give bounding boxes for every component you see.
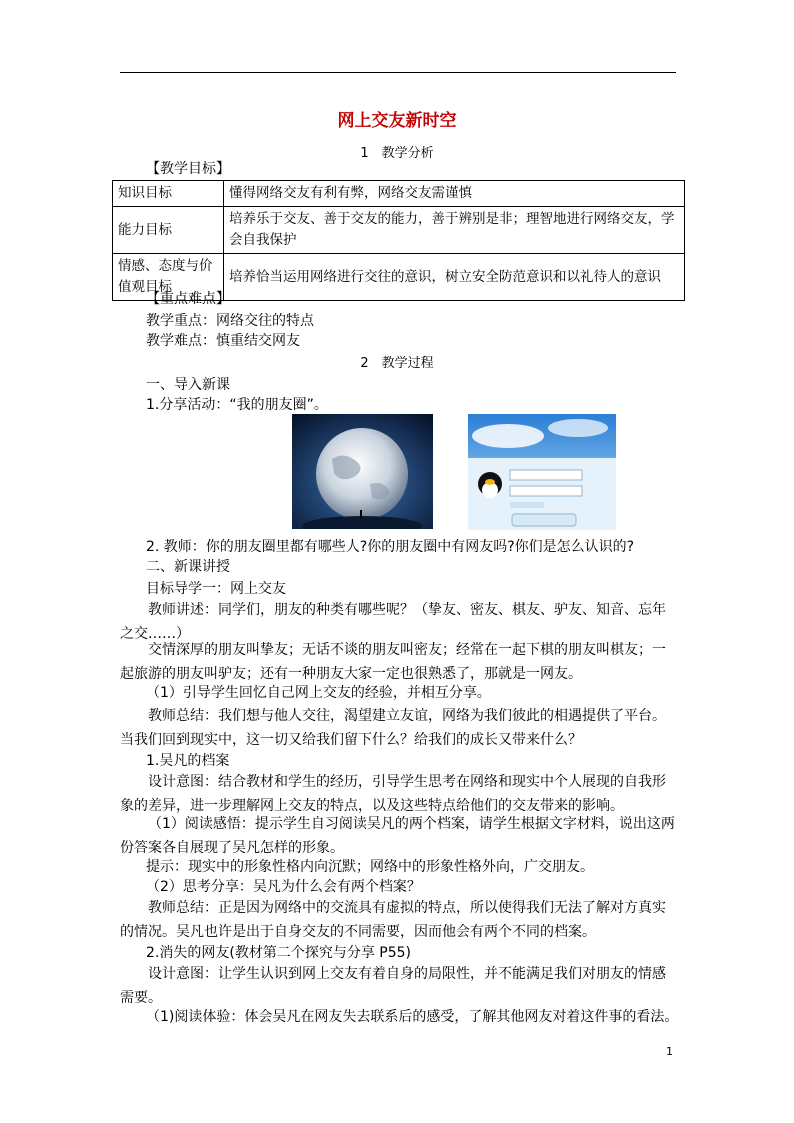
section-heading-analysis: 1 教学分析 bbox=[360, 146, 434, 161]
key-heading: 【重点难点】 bbox=[146, 291, 230, 307]
part-heading-intro: 一、导入新课 bbox=[146, 377, 230, 393]
paragraph-think: （2）思考分享：吴凡为什么会有两个档案？ bbox=[146, 879, 421, 895]
paragraph-summary-one: 教师总结：我们想与他人交往，渴望建立友谊，网络为我们彼此的相遇提供了平台。当我们回到现实中，这一切又给我们留下什么？给我们的成长又带来什么？ bbox=[120, 708, 666, 748]
paragraph-reading-two: （1)阅读体验：体会吴凡在网友失去联系后的感受，了解其他网友对着这件事的看法。 bbox=[146, 1009, 679, 1025]
paragraph-design-one: 设计意图：结合教材和学生的经历，引导学生思考在网络和现实中个人展现的自我形象的差异，进一步理解网上交友的特点，以及这些特点给他们的交友带来的影响。 bbox=[120, 774, 666, 814]
paragraph-summary-two: 教师总结：正是因为网络中的交流具有虚拟的特点，所以使得我们无法了解对方真实的情况。吴凡也许是出于自身交友的不同需要，因而他会有两个不同的档案。 bbox=[120, 900, 666, 940]
goals-heading: 【教学目标】 bbox=[146, 161, 230, 177]
goal-label: 能力目标 bbox=[113, 207, 224, 254]
part-heading-new: 二、新课讲授 bbox=[146, 559, 230, 575]
header-rule bbox=[120, 72, 676, 73]
goal-text: 懂得网络交友有利有弊，网络交友需谨慎 bbox=[224, 181, 685, 207]
earth-image bbox=[292, 414, 433, 529]
goal-label: 知识目标 bbox=[113, 181, 224, 207]
table-row bbox=[113, 207, 685, 254]
question-line: 2. 教师：你的朋友圈里都有哪些人?你的朋友圈中有网友吗?你们是怎么认识的? bbox=[146, 539, 635, 555]
document-title: 网上交友新时空 bbox=[337, 111, 457, 131]
paragraph-hint: 提示：现实中的形象性格内向沉默；网络中的形象性格外向，广交朋友。 bbox=[146, 859, 594, 875]
paragraph-friend-types: 交情深厚的朋友叫挚友；无话不谈的朋友叫密友；经常在一起下棋的朋友叫棋友；一起旅游的朋友叫驴友；还有一种朋友大家一定也很熟悉了，那就是一网友。 bbox=[120, 642, 666, 682]
guide-heading: 目标导学一：网上交友 bbox=[146, 581, 286, 597]
section-heading-process: 2 教学过程 bbox=[360, 356, 434, 371]
goals-table bbox=[112, 180, 685, 301]
page-number: 1 bbox=[666, 1045, 673, 1058]
goal-text: 培养乐于交友、善于交友的能力，善于辨别是非；理智地进行网络交友，学会自我保护 bbox=[224, 207, 685, 254]
qq-login-image bbox=[468, 414, 616, 530]
paragraph-reading: （1）阅读感悟：提示学生自习阅读吴凡的两个档案，请学生根据文字材料，说出这两份答案各自展现了吴凡怎样的形象。 bbox=[120, 816, 675, 856]
table-row bbox=[113, 181, 685, 207]
paragraph-design-two: 设计意图：让学生认识到网上交友有着自身的局限性，并不能满足我们对朋友的情感需要。 bbox=[120, 966, 666, 1006]
paragraph-teacher-intro: 教师讲述：同学们，朋友的种类有哪些呢？（挚友、密友、棋友、驴友、知音、忘年之交……） bbox=[120, 602, 666, 642]
subheading-lost-friend: 2.消失的网友(教材第二个探究与分享 P55) bbox=[146, 945, 411, 961]
subheading-wufan: 1.吴凡的档案 bbox=[146, 753, 230, 769]
paragraph-recall: （1）引导学生回忆自己网上交友的经验，并相互分享。 bbox=[146, 685, 491, 701]
key-point: 教学重点：网络交往的特点 bbox=[146, 313, 314, 329]
difficult-point: 教学难点：慎重结交网友 bbox=[146, 333, 300, 349]
goal-label: 情感、态度与价值观目标 bbox=[113, 254, 224, 301]
activity-line: 1.分享活动：“我的朋友圈”。 bbox=[146, 397, 328, 413]
goal-text: 培养恰当运用网络进行交往的意识，树立安全防范意识和以礼待人的意识 bbox=[224, 254, 685, 301]
